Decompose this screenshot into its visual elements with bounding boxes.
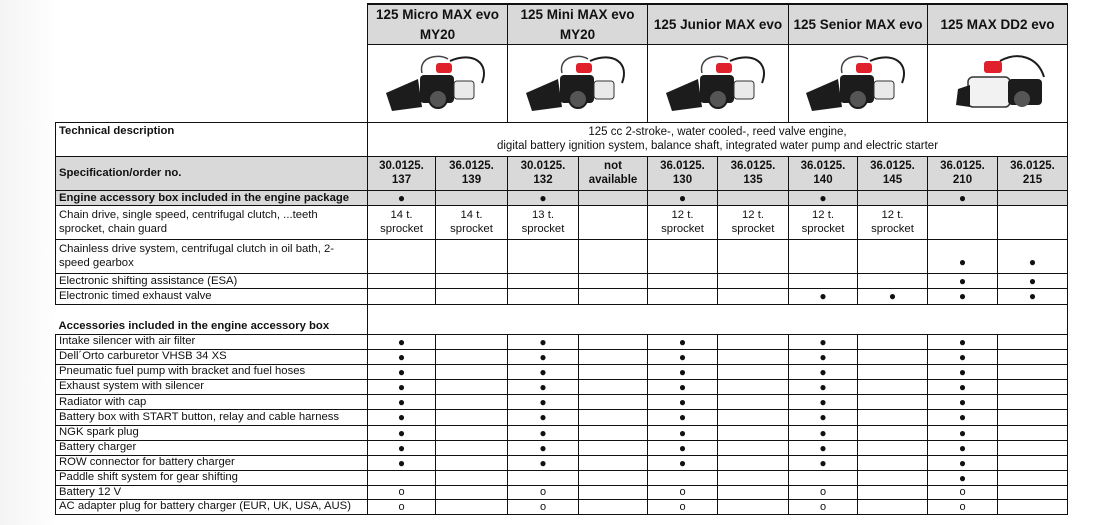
empty-cell — [858, 471, 928, 486]
pump-shape — [734, 81, 754, 99]
empty-cell — [579, 380, 648, 395]
accessory-mark: o — [368, 486, 436, 500]
mark — [368, 274, 436, 289]
empty-cell — [718, 334, 789, 349]
accessory-mark: o — [789, 500, 858, 514]
mark: ● — [928, 240, 998, 274]
mark — [368, 289, 436, 304]
empty-cell — [436, 380, 508, 395]
mark — [508, 289, 579, 304]
accessory-mark: ● — [789, 364, 858, 379]
empty-cell — [436, 425, 508, 440]
accessory-mark: ● — [928, 334, 998, 349]
engine-graphic — [666, 56, 764, 111]
accessory-mark: ● — [508, 364, 579, 379]
mark: ● — [998, 240, 1068, 274]
empty-cell — [998, 425, 1068, 440]
accessory-row — [56, 364, 1068, 379]
accessory-mark: o — [368, 500, 436, 514]
feature-row-esa — [56, 274, 1068, 289]
accessory-mark: ● — [648, 410, 718, 425]
accessories-heading-row — [56, 304, 1068, 334]
mark — [858, 274, 928, 289]
accessory-mark: ● — [508, 349, 579, 364]
flywheel-shape — [709, 90, 727, 108]
accessory-mark — [368, 471, 436, 486]
accessory-mark: ● — [928, 395, 998, 410]
empty-cell — [998, 471, 1068, 486]
cylinder-head-shape — [984, 61, 1002, 73]
mark — [368, 240, 436, 274]
clutch-cover-shape — [956, 85, 970, 107]
empty-cell — [436, 486, 508, 500]
mark: ● — [998, 274, 1068, 289]
empty-cell — [858, 349, 928, 364]
model-header: 125 Junior MAX evo — [648, 4, 789, 45]
accessories-heading: Accessories included in the engine accessory box — [58, 320, 330, 333]
flywheel-shape — [849, 90, 867, 108]
accessory-row — [56, 380, 1068, 395]
mark: ● — [928, 289, 998, 304]
order-number: not available — [579, 157, 648, 191]
accessory-label: Battery charger — [56, 440, 368, 455]
empty-cell — [579, 486, 648, 500]
sprocket-cell: 14 t. sprocket — [436, 206, 508, 240]
accessory-mark: ● — [368, 380, 436, 395]
order-number: 36.0125. 130 — [648, 157, 718, 191]
accessory-label: Battery 12 V — [56, 486, 368, 500]
mark: ● — [789, 289, 858, 304]
empty-cell — [718, 455, 789, 470]
mark — [436, 240, 508, 274]
feature-label: Chain drive, single speed, centrifugal clutch, ...teeth sprocket, chain guard — [56, 206, 368, 240]
empty-cell — [998, 380, 1068, 395]
empty-cell — [436, 455, 508, 470]
accessory-label: Radiator with cap — [56, 395, 368, 410]
accessory-mark: ● — [648, 349, 718, 364]
accessory-label: AC adapter plug for battery charger (EUR, UK, USA, AUS) — [56, 500, 368, 514]
empty-cell — [858, 455, 928, 470]
empty-cell — [718, 425, 789, 440]
accessory-mark — [508, 471, 579, 486]
intake-silencer-shape — [526, 79, 562, 111]
flywheel-shape — [429, 90, 447, 108]
accessory-label: Intake silencer with air filter — [56, 334, 368, 349]
accessory-label: ROW connector for battery charger — [56, 455, 368, 470]
empty-cell — [579, 471, 648, 486]
empty-cell — [436, 349, 508, 364]
accessory-mark: ● — [508, 410, 579, 425]
accessory-row — [56, 440, 1068, 455]
empty-cell — [436, 410, 508, 425]
accessory-mark: ● — [508, 425, 579, 440]
model-header-row — [56, 4, 1068, 45]
accessory-mark: ● — [368, 349, 436, 364]
model-header: 125 MAX DD2 evo — [928, 4, 1068, 45]
mark — [998, 191, 1068, 206]
spec-table — [55, 3, 1068, 515]
empty-cell — [579, 364, 648, 379]
mark — [436, 191, 508, 206]
accessory-label: Battery box with START button, relay and cable harness — [56, 410, 368, 425]
sprocket-cell: 12 t. sprocket — [648, 206, 718, 240]
empty-cell — [858, 500, 928, 514]
order-number: 36.0125. 140 — [789, 157, 858, 191]
engine-image-dd2 — [938, 49, 1058, 119]
empty-cell — [436, 395, 508, 410]
accessory-mark: ● — [648, 334, 718, 349]
accessory-row — [56, 425, 1068, 440]
empty-cell — [998, 395, 1068, 410]
mark — [858, 191, 928, 206]
empty-cell — [858, 334, 928, 349]
cylinder-head-shape — [436, 63, 452, 73]
accessory-mark: o — [928, 500, 998, 514]
sprocket-cell — [928, 206, 998, 240]
mark — [436, 289, 508, 304]
mark — [858, 240, 928, 274]
mark — [508, 240, 579, 274]
accessory-mark — [648, 471, 718, 486]
cylinder-head-shape — [856, 63, 872, 73]
empty-cell — [436, 440, 508, 455]
empty-cell — [718, 500, 789, 514]
cylinder-head-shape — [716, 63, 732, 73]
empty-cell — [579, 334, 648, 349]
accessory-mark: ● — [648, 380, 718, 395]
accessory-row — [56, 500, 1068, 514]
flywheel-shape — [1014, 91, 1030, 107]
cable-shape — [1000, 56, 1044, 77]
accessory-mark: ● — [648, 395, 718, 410]
accessory-mark: ● — [368, 395, 436, 410]
technical-description-label: Technical description — [56, 123, 368, 157]
engine-graphic-dd2 — [956, 56, 1044, 107]
accessory-mark: ● — [789, 425, 858, 440]
feature-label: Chainless drive system, centrifugal clutch in oil bath, 2-speed gearbox — [56, 240, 368, 274]
technical-description-line: digital battery ignition system, balance shaft, integrated water pump and electric starter — [496, 139, 939, 152]
accessory-mark: ● — [789, 410, 858, 425]
accessory-mark: ● — [368, 455, 436, 470]
model-header: 125 Senior MAX evo — [789, 4, 928, 45]
empty-cell — [718, 440, 789, 455]
empty-cell — [858, 364, 928, 379]
empty-cell — [998, 349, 1068, 364]
mark — [718, 191, 789, 206]
accessory-row — [56, 395, 1068, 410]
empty-cell — [718, 349, 789, 364]
accessory-label: Pneumatic fuel pump with bracket and fuel hoses — [56, 364, 368, 379]
cable-shape — [590, 57, 624, 83]
accessory-mark: ● — [928, 471, 998, 486]
empty-cell — [718, 410, 789, 425]
flywheel-shape — [569, 90, 587, 108]
accessory-row — [56, 410, 1068, 425]
mark — [718, 240, 789, 274]
technical-description-line: 125 cc 2-stroke-, water cooled-, reed valve engine, — [588, 126, 847, 139]
mark — [648, 240, 718, 274]
order-number: 36.0125. 135 — [718, 157, 789, 191]
engine-graphic — [386, 56, 484, 111]
mark — [648, 274, 718, 289]
accessory-mark: ● — [928, 349, 998, 364]
accessory-box-label: Engine accessory box included in the engine package — [56, 191, 368, 206]
accessory-mark — [789, 471, 858, 486]
feature-row-exhaust-valve — [56, 289, 1068, 304]
accessory-mark: o — [648, 500, 718, 514]
intake-silencer-shape — [666, 79, 702, 111]
engine-image-row — [56, 45, 1068, 123]
engine-image — [658, 49, 778, 119]
mark: ● — [998, 289, 1068, 304]
empty-cell — [998, 364, 1068, 379]
accessory-mark: ● — [928, 364, 998, 379]
sprocket-cell — [998, 206, 1068, 240]
accessory-row — [56, 334, 1068, 349]
accessory-label: NGK spark plug — [56, 425, 368, 440]
accessory-mark: o — [789, 486, 858, 500]
accessory-mark: ● — [789, 395, 858, 410]
order-number: 36.0125. 139 — [436, 157, 508, 191]
mark — [718, 289, 789, 304]
sprocket-cell: 12 t. sprocket — [858, 206, 928, 240]
feature-label: Electronic timed exhaust valve — [56, 289, 368, 304]
accessory-mark: ● — [789, 380, 858, 395]
empty-cell — [579, 425, 648, 440]
mark — [579, 191, 648, 206]
order-number: 36.0125. 210 — [928, 157, 998, 191]
accessory-mark: ● — [928, 440, 998, 455]
accessory-mark: ● — [648, 364, 718, 379]
model-header: 125 Mini MAX evo MY20 — [508, 4, 648, 45]
engine-image — [798, 49, 918, 119]
order-number: 36.0125. 145 — [858, 157, 928, 191]
accessory-mark: o — [508, 486, 579, 500]
mark: ● — [858, 289, 928, 304]
accessory-mark: ● — [368, 440, 436, 455]
empty-cell — [436, 471, 508, 486]
accessory-mark: ● — [789, 455, 858, 470]
accessory-mark: o — [648, 486, 718, 500]
empty-cell — [998, 500, 1068, 514]
mark: ● — [648, 191, 718, 206]
empty-cell — [579, 395, 648, 410]
accessory-mark: ● — [928, 455, 998, 470]
accessory-mark: ● — [648, 425, 718, 440]
empty-cell — [858, 395, 928, 410]
empty-cell — [718, 486, 789, 500]
accessory-mark: ● — [508, 395, 579, 410]
mark — [579, 289, 648, 304]
engine-graphic — [526, 56, 624, 111]
feature-row-chainless-drive — [56, 240, 1068, 274]
empty-cell — [718, 380, 789, 395]
mark — [436, 274, 508, 289]
empty-cell — [436, 500, 508, 514]
accessory-mark: ● — [508, 380, 579, 395]
empty-cell — [579, 455, 648, 470]
empty-cell — [998, 410, 1068, 425]
empty-cell — [718, 364, 789, 379]
cable-shape — [730, 57, 764, 83]
mark — [789, 240, 858, 274]
accessory-mark: ● — [648, 440, 718, 455]
empty-cell — [858, 425, 928, 440]
gearbox-shape — [968, 77, 1010, 107]
mark — [508, 274, 579, 289]
empty-cell — [998, 440, 1068, 455]
accessory-mark: ● — [789, 349, 858, 364]
empty-cell — [858, 380, 928, 395]
sprocket-cell — [579, 206, 648, 240]
accessory-mark: ● — [508, 455, 579, 470]
accessory-mark: ● — [508, 334, 579, 349]
sprocket-cell: 13 t. sprocket — [508, 206, 579, 240]
accessory-mark: ● — [789, 440, 858, 455]
mark: ● — [928, 274, 998, 289]
pump-shape — [594, 81, 614, 99]
accessory-label: Exhaust system with silencer — [56, 380, 368, 395]
mark: ● — [928, 191, 998, 206]
accessory-row — [56, 455, 1068, 470]
specification-row — [56, 157, 1068, 191]
accessory-mark: ● — [368, 425, 436, 440]
empty-cell — [436, 334, 508, 349]
intake-silencer-shape — [806, 79, 842, 111]
order-number: 30.0125. 137 — [368, 157, 436, 191]
accessory-label: Paddle shift system for gear shifting — [56, 471, 368, 486]
accessory-mark: ● — [508, 440, 579, 455]
accessory-mark: ● — [928, 380, 998, 395]
mark: ● — [508, 191, 579, 206]
feature-label: Electronic shifting assistance (ESA) — [56, 274, 368, 289]
sprocket-cell: 12 t. sprocket — [789, 206, 858, 240]
accessory-box-row — [56, 191, 1068, 206]
engine-image — [518, 49, 638, 119]
accessory-mark: ● — [648, 455, 718, 470]
accessory-row — [56, 349, 1068, 364]
mark — [789, 274, 858, 289]
accessory-row — [56, 486, 1068, 500]
empty-cell — [579, 500, 648, 514]
accessory-label: Dell´Orto carburetor VHSB 34 XS — [56, 349, 368, 364]
empty-cell — [998, 486, 1068, 500]
mark — [648, 289, 718, 304]
cylinder-head-shape — [576, 63, 592, 73]
technical-description-row — [56, 123, 1068, 157]
sprocket-cell: 12 t. sprocket — [718, 206, 789, 240]
mark — [579, 240, 648, 274]
mark — [718, 274, 789, 289]
accessory-mark: o — [508, 500, 579, 514]
pump-shape — [454, 81, 474, 99]
empty-cell — [718, 395, 789, 410]
mark — [579, 274, 648, 289]
mark: ● — [789, 191, 858, 206]
empty-cell — [858, 486, 928, 500]
sprocket-cell: 14 t. sprocket — [368, 206, 436, 240]
empty-cell — [579, 440, 648, 455]
empty-cell — [718, 471, 789, 486]
pump-shape — [874, 81, 894, 99]
model-header: 125 Micro MAX evo MY20 — [368, 4, 508, 45]
empty-cell — [579, 410, 648, 425]
intake-silencer-shape — [386, 79, 422, 111]
empty-cell — [858, 440, 928, 455]
empty-cell — [436, 364, 508, 379]
accessory-mark: ● — [368, 410, 436, 425]
accessory-mark: ● — [928, 425, 998, 440]
accessory-mark: ● — [789, 334, 858, 349]
accessory-mark: ● — [368, 334, 436, 349]
cable-shape — [450, 57, 484, 83]
accessories-body — [56, 334, 1068, 514]
feature-row-chain-drive — [56, 206, 1068, 240]
empty-cell — [858, 410, 928, 425]
order-number: 30.0125. 132 — [508, 157, 579, 191]
accessory-mark: ● — [928, 410, 998, 425]
order-number: 36.0125. 215 — [998, 157, 1068, 191]
empty-cell — [579, 349, 648, 364]
cable-shape — [870, 57, 904, 83]
engine-image — [378, 49, 498, 119]
accessory-row — [56, 471, 1068, 486]
accessory-mark: o — [928, 486, 998, 500]
specification-label: Specification/order no. — [56, 157, 368, 191]
mark: ● — [368, 191, 436, 206]
empty-cell — [998, 334, 1068, 349]
accessory-mark: ● — [368, 364, 436, 379]
engine-graphic — [806, 56, 904, 111]
empty-cell — [998, 455, 1068, 470]
